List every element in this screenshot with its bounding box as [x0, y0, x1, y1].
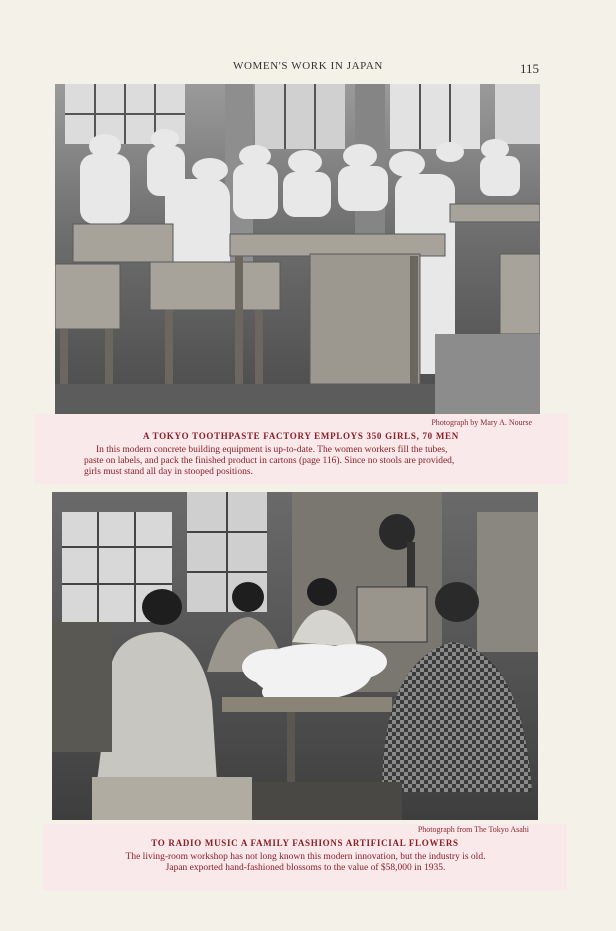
caption-line: Japan exported hand-fashioned blossoms to the value of $58,000 in 1935.	[165, 863, 446, 873]
caption-line: paste on labels, and pack the finished product in cartons (page 116). Since no stools are provided,	[84, 456, 455, 466]
caption-line: In this modern concrete building equipment is up-to-date. The women workers fill the tubes,	[96, 445, 448, 455]
caption-text	[58, 852, 553, 874]
photo-credit: Photograph from The Tokyo Asahi	[417, 825, 529, 834]
photo-credit: Photograph by Mary A. Nourse	[431, 418, 532, 427]
running-head: WOMEN'S WORK IN JAPAN	[233, 60, 383, 72]
caption-title: A TOKYO TOOTHPASTE FACTORY EMPLOYS 350 GIRLS, 70 MEN	[143, 431, 459, 441]
page-number: 115	[520, 61, 540, 76]
artificial-flowers-photo-image	[52, 492, 538, 820]
caption-title: TO RADIO MUSIC A FAMILY FASHIONS ARTIFICIAL FLOWERS	[151, 838, 459, 848]
flowers-caption	[43, 824, 567, 890]
caption-line: The living-room workshop has not long known this modern innovation, but the industry is old.	[125, 852, 486, 862]
artificial-flowers-photograph	[52, 492, 538, 820]
factory-photograph	[55, 84, 540, 414]
factory-photo-image	[55, 84, 540, 414]
factory-caption	[34, 414, 568, 484]
caption-line: girls must stand all day in stooped positions.	[84, 467, 253, 477]
caption-text	[84, 445, 570, 478]
